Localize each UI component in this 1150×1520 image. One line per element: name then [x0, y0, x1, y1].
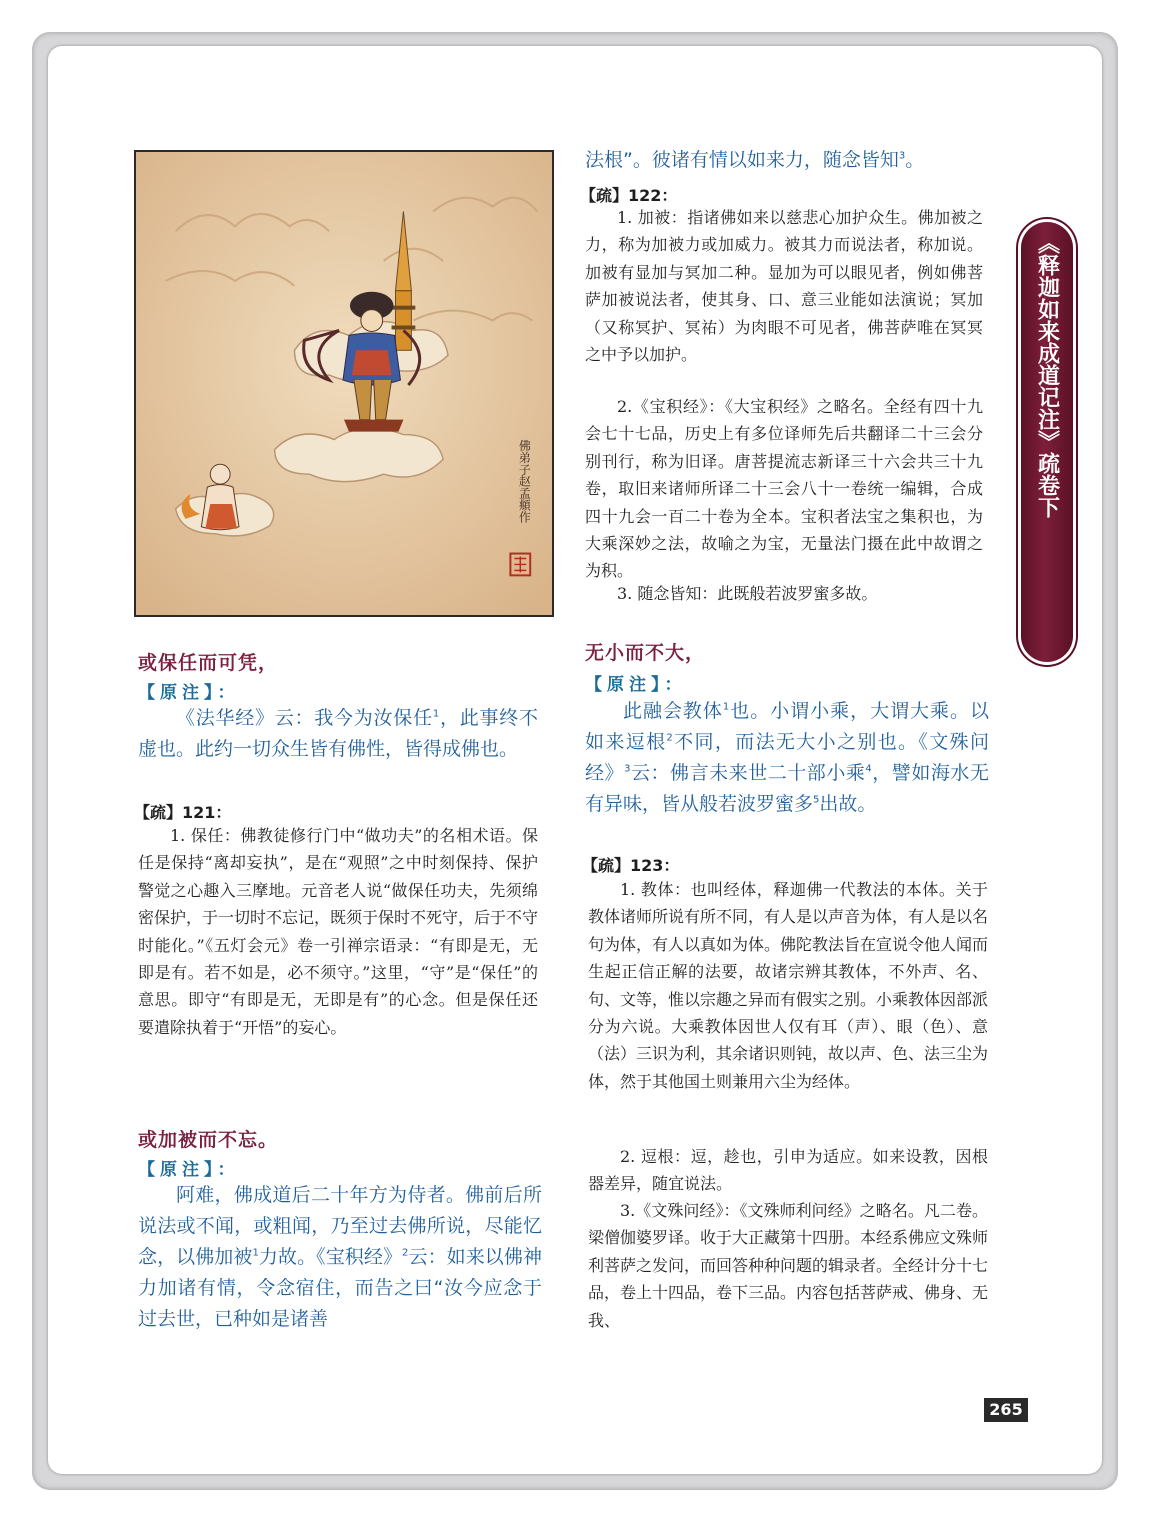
shu-label-122: 【疏】122： [580, 186, 678, 205]
footnote-ref: 1 [252, 1247, 259, 1259]
text-run: ，此事终不虚也。此约一切众生皆有佛性，皆得成佛也。 [138, 707, 538, 760]
verse-heading-2: 或加被而不忘。 [138, 1129, 279, 1151]
shu-label-121: 【疏】121： [134, 803, 232, 822]
text-run: 阿难，佛成道后二十年方为侍者。佛前后所说法或不闻，或粗闻，乃至过去佛所说，尽能忆念，以佛加被 [138, 1184, 542, 1268]
footnote-ref: 3 [898, 150, 906, 162]
footnote-ref: 5 [813, 794, 820, 806]
shu-123-paragraph-3: 3.《文殊问经》：《文殊师利问经》之略名。凡二卷。梁僧伽婆罗译。收于大正藏第十四册。本经系佛应文殊师利菩萨之发问，而回答种种问题的辑录者。全经计分十七品，卷上十四品，卷下三品。内容包括菩萨戒、佛身、无我、 [588, 1201, 989, 1330]
text-run: ，譬如海水无有异味，皆从般若波罗蜜多 [585, 762, 989, 815]
footnote-ref: 4 [865, 763, 872, 775]
page-number: 265 [984, 1398, 1028, 1422]
painting-svg [136, 152, 552, 615]
text-run: 不同，而法无大小之别也。《文殊问经》 [585, 731, 989, 784]
original-note-label-2: 【原注】： [138, 1160, 240, 1180]
verse-heading-1: 或保任而可凭， [138, 652, 279, 674]
shu-122-paragraph-2: 2.《宝积经》：《大宝积经》之略名。全经有四十九会七十七品，历史上有多位译师先后共翻译二十三会分别刊行，称为旧译。唐菩提流志新译三十六会共三十九卷，取旧来诸师所译二十三会八十一卷统一编辑，合成四十九会一百二十卷为全本。宝积者法宝之集积也，为大乘深妙之法，故喻之为宝，无量法门摄在此中故谓之为积。 [585, 397, 983, 581]
chapter-side-tab [1021, 222, 1073, 662]
original-note-3 [585, 696, 989, 820]
footnote-ref: 3 [624, 763, 631, 775]
original-note-label-1: 【原注】： [138, 683, 240, 703]
shu-123-paragraph-2: 2. 逗根：逗，趁也，引申为适应。如来设教，因根器差异，随宜说法。 [588, 1147, 988, 1194]
footnote-ref: 2 [402, 1247, 409, 1259]
shu-121-paragraph: 1. 保任：佛教徒修行门中“做功夫”的名相术语。保任是保持“离却妄执”，是在“观照”之中时刻保持、保护警觉之心趣入三摩地。元音老人说“做保任功夫，先须绵密保护，于一切时不忘记，既须于保时不死守，后于不守时能化。”《五灯会元》卷一引禅宗语录：“有即是无，无即是有。若不如是，必不须守。”这里，“守”是“保任”的意思。即守“有即是无，无即是有”的心念。但是保任还要遣除执着于“开悟”的妄心。 [138, 826, 539, 1037]
text-run: 《法华经》云：我今为汝保任 [176, 707, 433, 729]
footnote-ref: 1 [432, 708, 440, 720]
shu-122-paragraph-3: 3. 随念皆知：此既般若波罗蜜多故。 [617, 584, 878, 603]
text-run: 也。小谓小乘，大谓大乘。以如来逗根 [585, 700, 989, 753]
text-run: 力故。《宝积经》 [258, 1246, 403, 1268]
text-run: 。 [905, 149, 925, 171]
text-run: 云：佛言未来世二十部小乘 [630, 762, 866, 784]
text-run: 法根”。彼诸有情以如来力，随念皆知 [585, 149, 899, 171]
chapter-side-tab-label: 《释迦如来成道记注》疏卷下 [1034, 232, 1060, 518]
original-note-label-3: 【原注】： [585, 675, 687, 695]
verse-heading-3: 无小而不大， [585, 642, 706, 664]
footnote-ref: 2 [666, 732, 673, 744]
buddhist-painting-illustration [134, 150, 554, 617]
right-top-continuation [585, 145, 995, 176]
shu-label-123: 【疏】123： [582, 856, 680, 875]
text-run: 此融会教体 [623, 700, 723, 722]
shu-123-paragraph-1: 1. 教体：也叫经体，释迦佛一代教法的本体。关于教体诸师所说有所不同，有人是以声音为体，有人是以名句为体，有人以真如为体。佛陀教法旨在宣说令他人闻而生起正信正解的法要，故诸宗辨其教体，不外声、名、句、文等，惟以宗趣之异而有假实之别。小乘教体因部派分为六说。大乘教体因世人仅有耳（声）、眼（色）、意（法）三识为利，其余诸识则钝，故以声、色、法三尘为体，然于其他国土则兼用六尘为经体。 [588, 880, 989, 1091]
text-run: 出故。 [819, 793, 877, 815]
original-note-1 [138, 703, 538, 765]
shu-122-paragraph-1: 1. 加被：指诸佛如来以慈悲心加护众生。佛加被之力，称为加被力或加威力。被其力而说法者，称加说。加被有显加与冥加二种。显加为可以眼见者，例如佛菩萨加被说法者，使其身、口、意三业能如法演说；冥加（又称冥护、冥祐）为肉眼不可见者，佛菩萨唯在冥冥之中予以加护。 [585, 208, 983, 365]
original-note-2 [138, 1180, 542, 1335]
footnote-ref: 1 [722, 701, 730, 713]
painting-inscription: 佛弟子赵孟頫作 [517, 439, 532, 523]
text-run: 云：如来以佛神力加诸有情，令念宿住，而告之曰“汝今应念于过去世，已种如是诸善 [138, 1246, 542, 1330]
